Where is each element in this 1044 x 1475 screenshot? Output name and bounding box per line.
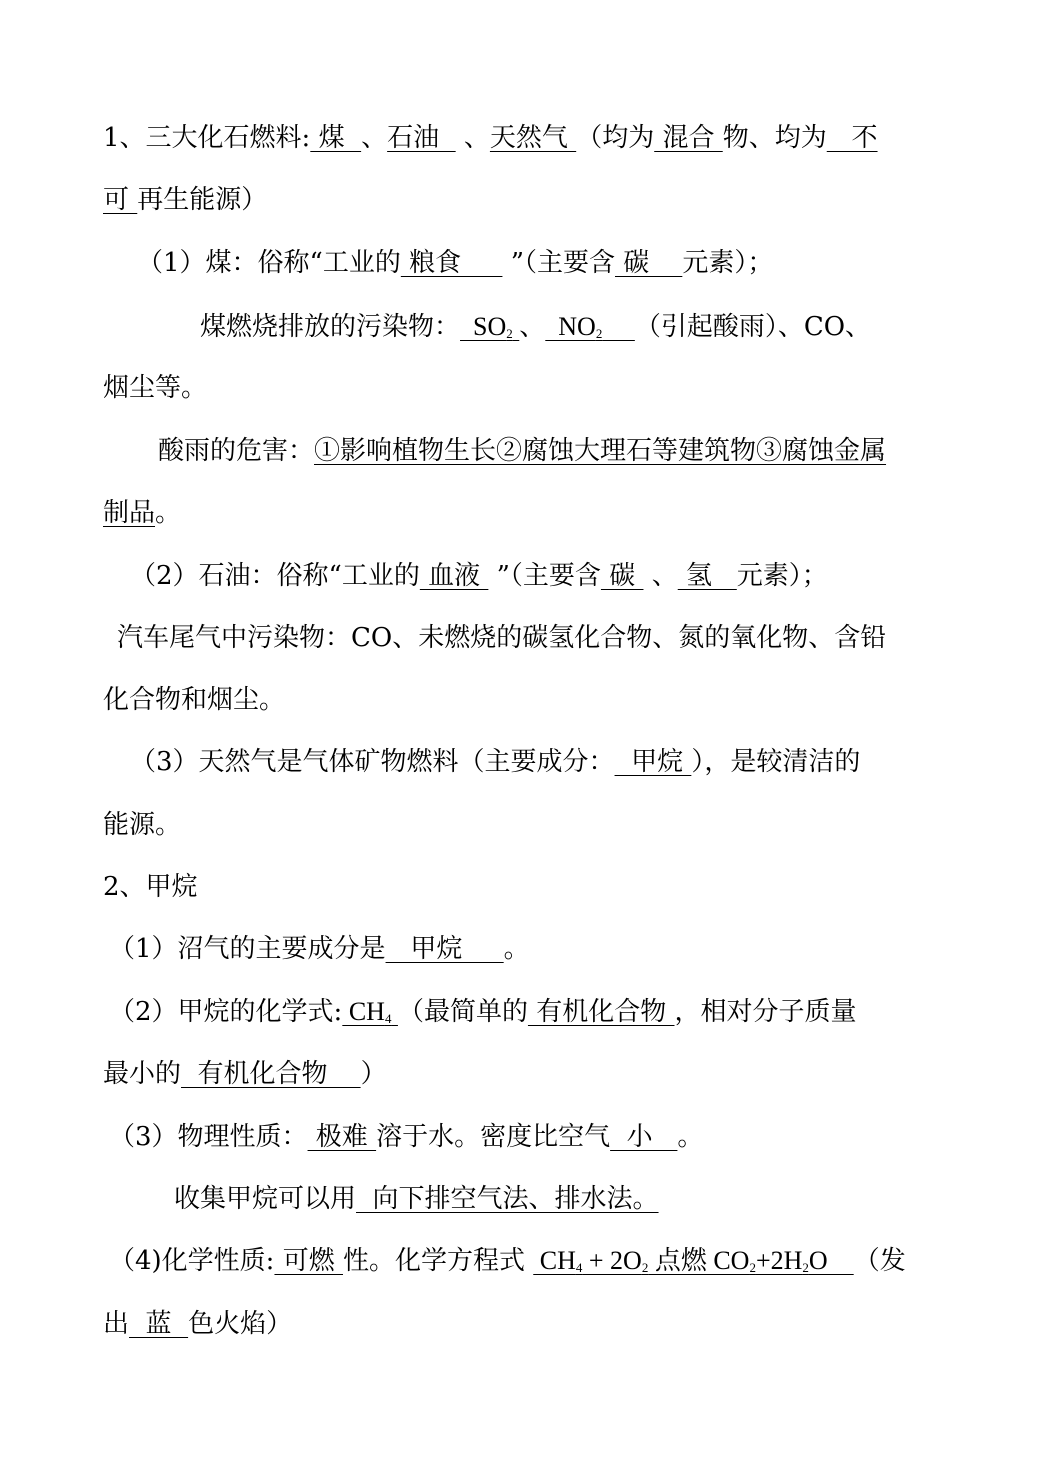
line-coal (137, 248, 773, 278)
answer-oil: 石油 (387, 123, 456, 153)
text: 元素）； (682, 248, 774, 278)
formula-text: CH (533, 1246, 576, 1275)
text: （均为 (576, 123, 655, 153)
line-acid-rain-cont (103, 498, 181, 528)
answer-non-renewable-part2: 可 (103, 185, 138, 215)
answer-carbon: 碳 (600, 561, 644, 591)
answer-organic-compound: 有机化合物 (181, 1059, 361, 1089)
answer-non-renewable-part1: 不 (826, 123, 878, 153)
answer-insoluble: 极难 (307, 1122, 377, 1152)
subscript: 2 (595, 326, 603, 341)
line-collect (174, 1184, 659, 1214)
section-methane-title (103, 872, 198, 902)
answer-equation (533, 1246, 853, 1275)
answer-methane: 甲烷 (614, 747, 692, 777)
line-oil (130, 561, 828, 591)
text: 元素）； (736, 561, 828, 591)
answer-collection-method: 向下排空气法、排水法。 (356, 1184, 659, 1214)
text: 。 (155, 498, 182, 528)
subscript: 2 (749, 1260, 756, 1275)
text: 、 (519, 312, 546, 342)
answer-natural-gas: 天然气 (489, 123, 577, 153)
text: ），是较清洁的 (691, 747, 861, 777)
text: （3）天然气是气体矿物燃料（主要成分： (130, 747, 615, 777)
line-fossil-fuels-cont (103, 185, 267, 215)
text: 、 (361, 123, 388, 153)
subscript: 4 (384, 1011, 392, 1026)
answer-acid-rain-harm-cont: 制品 (103, 498, 156, 528)
formula-text: NO (545, 312, 596, 341)
subscript: 2 (641, 1260, 649, 1275)
text: 酸雨的危害： (158, 436, 315, 466)
answer-mixture: 混合 (654, 123, 723, 153)
text: 能源。 (103, 810, 182, 840)
text: 烟尘等。 (103, 373, 208, 403)
formula-text: + 2O (582, 1246, 642, 1275)
formula-text: +2H (755, 1246, 803, 1275)
line-formula (109, 997, 857, 1027)
formula-text (602, 312, 635, 341)
text: ”（主要含 (502, 248, 615, 278)
line-acid-rain (158, 436, 886, 466)
answer-organic-compound: 有机化合物 (527, 997, 675, 1027)
text: 汽车尾气中污染物：CO、未燃烧的碳氢化合物、氮的氧化物、含铅 (117, 623, 887, 653)
text: 物、均为 (722, 123, 827, 153)
text: 化合物和烟尘。 (103, 685, 286, 715)
line-biogas (109, 934, 530, 964)
text: ） (360, 1059, 387, 1089)
answer-carbon: 碳 (615, 248, 683, 278)
text: （引起酸雨）、CO、 (634, 312, 872, 342)
text: 色火焰） (188, 1309, 293, 1339)
text: ，相对分子质量 (674, 997, 857, 1027)
text: 收集甲烷可以用 (174, 1184, 357, 1214)
section-title: 2、甲烷 (103, 872, 198, 902)
formula-text: SO (460, 312, 507, 341)
line-fossil-fuels (103, 123, 878, 153)
text: 最小的 (103, 1059, 182, 1089)
line-car-exhaust (117, 623, 886, 653)
text: 溶于水。密度比空气 (376, 1122, 611, 1152)
text: （4)化学性质: (109, 1246, 275, 1276)
answer-small: 小 (610, 1122, 678, 1152)
text: （1）沼气的主要成分是 (109, 934, 386, 964)
answer-blue: 蓝 (129, 1309, 189, 1339)
answer-so2 (460, 312, 519, 341)
formula-text: 点燃 CO (648, 1246, 750, 1275)
text: 出 (103, 1309, 130, 1339)
text: 1、三大化石燃料: (103, 123, 311, 153)
line-car-exhaust-cont (103, 685, 285, 715)
text: 。 (677, 1122, 704, 1152)
answer-coal: 煤 (310, 123, 362, 153)
text: ”（主要含 (488, 561, 601, 591)
subscript: 4 (575, 1260, 583, 1275)
answer-blood: 血液 (419, 561, 489, 591)
answer-acid-rain-harm: ①影响植物生长②腐蚀大理石等建筑物③腐蚀金属 (314, 436, 887, 466)
text: （2）甲烷的化学式: (109, 997, 343, 1027)
line-chemical-cont (103, 1309, 292, 1339)
answer-no2 (545, 312, 635, 341)
answer-ch4 (342, 997, 398, 1026)
subscript: 2 (802, 1260, 809, 1275)
formula-text: CH (342, 997, 385, 1026)
text: （1）煤：俗称“工业的 (137, 248, 401, 278)
answer-methane: 甲烷 (385, 934, 504, 964)
line-natural-gas (130, 747, 860, 777)
subscript: 2 (506, 326, 513, 341)
answer-hydrogen: 氢 (677, 561, 737, 591)
text: 性。化学方程式 (342, 1246, 534, 1276)
text: 煤燃烧排放的污染物： (200, 312, 461, 342)
text: 再生能源） (137, 185, 268, 215)
text: （发 (853, 1246, 906, 1276)
line-physical (109, 1122, 703, 1152)
line-coal-pollutants (200, 312, 871, 342)
text: （2）石油：俗称“工业的 (130, 561, 420, 591)
text: 、 (643, 561, 678, 591)
answer-flammable: 可燃 (274, 1246, 343, 1276)
line-formula-cont (103, 1059, 387, 1089)
text: 。 (503, 934, 530, 964)
formula-text: O (808, 1246, 854, 1275)
text: （最简单的 (397, 997, 528, 1027)
line-natural-gas-cont (103, 810, 181, 840)
line-chemical (109, 1246, 906, 1276)
line-coal-pollutants-cont (103, 373, 207, 403)
answer-grain: 粮食 (400, 248, 503, 278)
text: （3）物理性质： (109, 1122, 308, 1152)
text: 、 (455, 123, 490, 153)
